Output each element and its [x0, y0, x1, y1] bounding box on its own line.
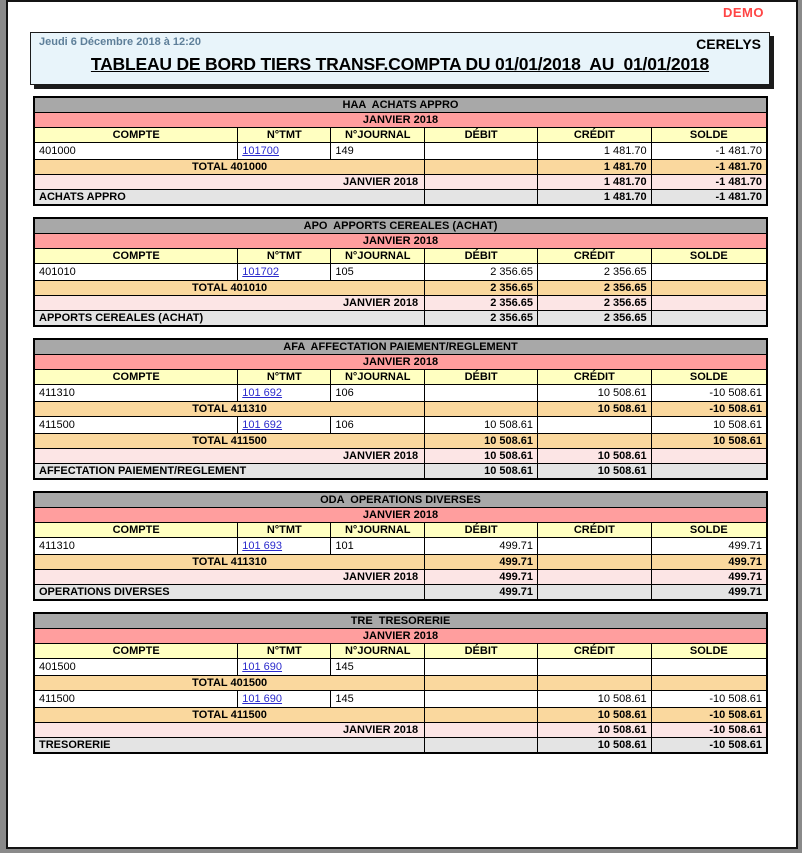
month-band-row	[34, 629, 767, 644]
debit-total-cell: 10 508.61	[425, 464, 538, 480]
section-header-row	[34, 218, 767, 234]
month-band-label: JANVIER 2018	[34, 508, 767, 523]
solde-total-cell	[651, 676, 767, 691]
debit-total-cell	[425, 723, 538, 738]
month-total-row	[34, 449, 767, 464]
debit-cell: 10 508.61	[425, 417, 538, 434]
credit-cell: 10 508.61	[538, 385, 652, 402]
journal-cell: 145	[331, 691, 425, 708]
solde-cell: 499.71	[651, 538, 767, 555]
solde-total-cell: -1 481.70	[651, 160, 767, 175]
column-header-debit: DÉBIT	[425, 128, 538, 143]
section-header-row	[34, 339, 767, 355]
column-header-tmt: N°TMT	[238, 370, 331, 385]
tmt-cell	[238, 659, 331, 676]
section-total-label: AFFECTATION PAIEMENT/REGLEMENT	[34, 464, 425, 480]
tmt-cell	[238, 691, 331, 708]
column-header-compte: COMPTE	[34, 644, 238, 659]
column-header-credit: CRÉDIT	[538, 128, 652, 143]
report-datetime: Jeudi 6 Décembre 2018 à 12:20	[39, 36, 202, 48]
tmt-link[interactable]: 101 692	[242, 387, 283, 399]
credit-cell	[538, 659, 652, 676]
credit-total-cell: 10 508.61	[538, 449, 652, 464]
month-total-label: JANVIER 2018	[34, 449, 425, 464]
solde-total-cell: -10 508.61	[651, 723, 767, 738]
credit-total-cell	[538, 570, 652, 585]
column-header-solde: SOLDE	[651, 523, 767, 538]
month-total-row	[34, 723, 767, 738]
column-header-journal: N°JOURNAL	[331, 523, 425, 538]
column-header-journal: N°JOURNAL	[331, 128, 425, 143]
debit-cell	[425, 659, 538, 676]
section-title: HAA ACHATS APPRO	[34, 97, 767, 113]
credit-total-cell	[538, 585, 652, 601]
column-header-tmt: N°TMT	[238, 128, 331, 143]
table-row	[34, 691, 767, 708]
report-body	[33, 96, 768, 754]
total-row	[34, 402, 767, 417]
column-header-row	[34, 523, 767, 538]
credit-total-cell: 10 508.61	[538, 738, 652, 754]
total-label: TOTAL 411500	[34, 708, 425, 723]
column-header-solde: SOLDE	[651, 370, 767, 385]
debit-total-cell	[425, 190, 538, 206]
solde-total-cell	[651, 311, 767, 327]
credit-total-cell: 10 508.61	[538, 708, 652, 723]
total-row	[34, 708, 767, 723]
tmt-link[interactable]: 101702	[242, 266, 279, 278]
debit-cell: 2 356.65	[425, 264, 538, 281]
tmt-link[interactable]: 101 692	[242, 419, 283, 431]
section-header-row	[34, 492, 767, 508]
debit-total-cell: 2 356.65	[425, 311, 538, 327]
debit-total-cell: 10 508.61	[425, 434, 538, 449]
compte-cell: 411310	[34, 385, 238, 402]
column-header-journal: N°JOURNAL	[331, 644, 425, 659]
month-total-row	[34, 296, 767, 311]
solde-total-cell: 499.71	[651, 570, 767, 585]
credit-cell	[538, 417, 652, 434]
tmt-link[interactable]: 101700	[242, 145, 279, 157]
solde-total-cell: -1 481.70	[651, 190, 767, 206]
credit-total-cell: 10 508.61	[538, 723, 652, 738]
column-header-debit: DÉBIT	[425, 644, 538, 659]
total-row	[34, 555, 767, 570]
column-header-debit: DÉBIT	[425, 370, 538, 385]
month-band-label: JANVIER 2018	[34, 113, 767, 128]
tmt-cell	[238, 538, 331, 555]
month-total-row	[34, 175, 767, 190]
compte-cell: 411310	[34, 538, 238, 555]
solde-total-cell	[651, 449, 767, 464]
section-table-oda	[33, 491, 768, 601]
credit-cell: 10 508.61	[538, 691, 652, 708]
debit-cell: 499.71	[425, 538, 538, 555]
section-total-label: APPORTS CEREALES (ACHAT)	[34, 311, 425, 327]
solde-total-cell	[651, 296, 767, 311]
debit-total-cell	[425, 708, 538, 723]
column-header-credit: CRÉDIT	[538, 644, 652, 659]
solde-total-cell	[651, 281, 767, 296]
section-total-row	[34, 738, 767, 754]
tmt-link[interactable]: 101 693	[242, 540, 283, 552]
solde-total-cell: -10 508.61	[651, 738, 767, 754]
column-header-tmt: N°TMT	[238, 644, 331, 659]
journal-cell: 149	[331, 143, 425, 160]
credit-total-cell	[538, 676, 652, 691]
debit-total-cell: 499.71	[425, 585, 538, 601]
credit-cell: 2 356.65	[538, 264, 652, 281]
compte-cell: 411500	[34, 417, 238, 434]
column-header-credit: CRÉDIT	[538, 249, 652, 264]
month-band-label: JANVIER 2018	[34, 629, 767, 644]
section-total-row	[34, 585, 767, 601]
debit-total-cell	[425, 738, 538, 754]
credit-total-cell: 1 481.70	[538, 190, 652, 206]
tmt-cell	[238, 264, 331, 281]
section-title: AFA AFFECTATION PAIEMENT/REGLEMENT	[34, 339, 767, 355]
solde-total-cell: -10 508.61	[651, 708, 767, 723]
credit-total-cell	[538, 555, 652, 570]
compte-cell: 411500	[34, 691, 238, 708]
debit-cell	[425, 385, 538, 402]
month-band-row	[34, 234, 767, 249]
month-band-row	[34, 113, 767, 128]
month-total-label: JANVIER 2018	[34, 175, 425, 190]
table-row	[34, 143, 767, 160]
section-total-label: OPERATIONS DIVERSES	[34, 585, 425, 601]
table-row	[34, 417, 767, 434]
debit-total-cell	[425, 175, 538, 190]
debit-total-cell: 10 508.61	[425, 449, 538, 464]
solde-total-cell: -1 481.70	[651, 175, 767, 190]
section-total-label: ACHATS APPRO	[34, 190, 425, 206]
report-title: TABLEAU DE BORD TIERS TRANSF.COMPTA DU 01/01/2018 AU 01/01/2018	[90, 54, 710, 74]
credit-total-cell: 2 356.65	[538, 296, 652, 311]
solde-total-cell: 499.71	[651, 555, 767, 570]
credit-total-cell: 2 356.65	[538, 281, 652, 296]
solde-total-cell: 499.71	[651, 585, 767, 601]
debit-cell	[425, 691, 538, 708]
solde-cell: -10 508.61	[651, 691, 767, 708]
debit-total-cell: 2 356.65	[425, 296, 538, 311]
month-band-label: JANVIER 2018	[34, 355, 767, 370]
total-label: TOTAL 401500	[34, 676, 425, 691]
debit-total-cell: 2 356.65	[425, 281, 538, 296]
journal-cell: 106	[331, 385, 425, 402]
column-header-credit: CRÉDIT	[538, 523, 652, 538]
section-title: APO APPORTS CEREALES (ACHAT)	[34, 218, 767, 234]
column-header-solde: SOLDE	[651, 644, 767, 659]
column-header-debit: DÉBIT	[425, 523, 538, 538]
solde-cell	[651, 264, 767, 281]
solde-total-cell	[651, 464, 767, 480]
section-header-row	[34, 613, 767, 629]
section-title: ODA OPERATIONS DIVERSES	[34, 492, 767, 508]
total-label: TOTAL 401000	[34, 160, 425, 175]
table-row	[34, 385, 767, 402]
credit-total-cell: 10 508.61	[538, 464, 652, 480]
debit-total-cell	[425, 676, 538, 691]
total-row	[34, 676, 767, 691]
column-header-compte: COMPTE	[34, 523, 238, 538]
month-band-row	[34, 355, 767, 370]
table-row	[34, 264, 767, 281]
column-header-journal: N°JOURNAL	[331, 370, 425, 385]
solde-cell: -1 481.70	[651, 143, 767, 160]
section-total-row	[34, 190, 767, 206]
month-total-row	[34, 570, 767, 585]
journal-cell: 145	[331, 659, 425, 676]
tmt-link[interactable]: 101 690	[242, 693, 283, 705]
journal-cell: 106	[331, 417, 425, 434]
tmt-cell	[238, 385, 331, 402]
column-header-journal: N°JOURNAL	[331, 249, 425, 264]
journal-cell: 105	[331, 264, 425, 281]
report-header-top-row	[39, 36, 761, 52]
column-header-compte: COMPTE	[34, 249, 238, 264]
table-row	[34, 659, 767, 676]
month-band-row	[34, 508, 767, 523]
section-total-row	[34, 311, 767, 327]
compte-cell: 401000	[34, 143, 238, 160]
section-table-tre	[33, 612, 768, 754]
column-header-compte: COMPTE	[34, 370, 238, 385]
section-header-row	[34, 97, 767, 113]
solde-total-cell: -10 508.61	[651, 402, 767, 417]
credit-total-cell	[538, 434, 652, 449]
solde-cell	[651, 659, 767, 676]
solde-cell: -10 508.61	[651, 385, 767, 402]
month-band-label: JANVIER 2018	[34, 234, 767, 249]
debit-cell	[425, 143, 538, 160]
credit-total-cell: 1 481.70	[538, 175, 652, 190]
column-header-credit: CRÉDIT	[538, 370, 652, 385]
credit-cell	[538, 538, 652, 555]
debit-total-cell	[425, 160, 538, 175]
credit-cell: 1 481.70	[538, 143, 652, 160]
column-header-solde: SOLDE	[651, 128, 767, 143]
month-total-label: JANVIER 2018	[34, 570, 425, 585]
compte-cell: 401010	[34, 264, 238, 281]
debit-total-cell: 499.71	[425, 570, 538, 585]
section-table-apo	[33, 217, 768, 327]
report-header	[30, 32, 770, 85]
credit-total-cell: 1 481.70	[538, 160, 652, 175]
solde-cell: 10 508.61	[651, 417, 767, 434]
compte-cell: 401500	[34, 659, 238, 676]
tmt-cell	[238, 143, 331, 160]
demo-watermark: DEMO	[723, 5, 764, 20]
section-table-afa	[33, 338, 768, 480]
month-total-label: JANVIER 2018	[34, 296, 425, 311]
total-label: TOTAL 411310	[34, 402, 425, 417]
column-header-row	[34, 644, 767, 659]
tmt-cell	[238, 417, 331, 434]
section-total-row	[34, 464, 767, 480]
company-name: CERELYS	[696, 36, 761, 52]
report-page	[6, 0, 798, 849]
column-header-row	[34, 370, 767, 385]
tmt-link[interactable]: 101 690	[242, 661, 283, 673]
total-label: TOTAL 411310	[34, 555, 425, 570]
section-title: TRE TRESORERIE	[34, 613, 767, 629]
debit-total-cell	[425, 402, 538, 417]
section-table-haa	[33, 96, 768, 206]
total-row	[34, 281, 767, 296]
table-row	[34, 538, 767, 555]
section-total-label: TRESORERIE	[34, 738, 425, 754]
column-header-row	[34, 249, 767, 264]
credit-total-cell: 2 356.65	[538, 311, 652, 327]
solde-total-cell: 10 508.61	[651, 434, 767, 449]
credit-total-cell: 10 508.61	[538, 402, 652, 417]
total-row	[34, 434, 767, 449]
month-total-label: JANVIER 2018	[34, 723, 425, 738]
journal-cell: 101	[331, 538, 425, 555]
column-header-tmt: N°TMT	[238, 249, 331, 264]
column-header-solde: SOLDE	[651, 249, 767, 264]
column-header-tmt: N°TMT	[238, 523, 331, 538]
column-header-debit: DÉBIT	[425, 249, 538, 264]
column-header-compte: COMPTE	[34, 128, 238, 143]
total-label: TOTAL 411500	[34, 434, 425, 449]
column-header-row	[34, 128, 767, 143]
total-label: TOTAL 401010	[34, 281, 425, 296]
debit-total-cell: 499.71	[425, 555, 538, 570]
total-row	[34, 160, 767, 175]
